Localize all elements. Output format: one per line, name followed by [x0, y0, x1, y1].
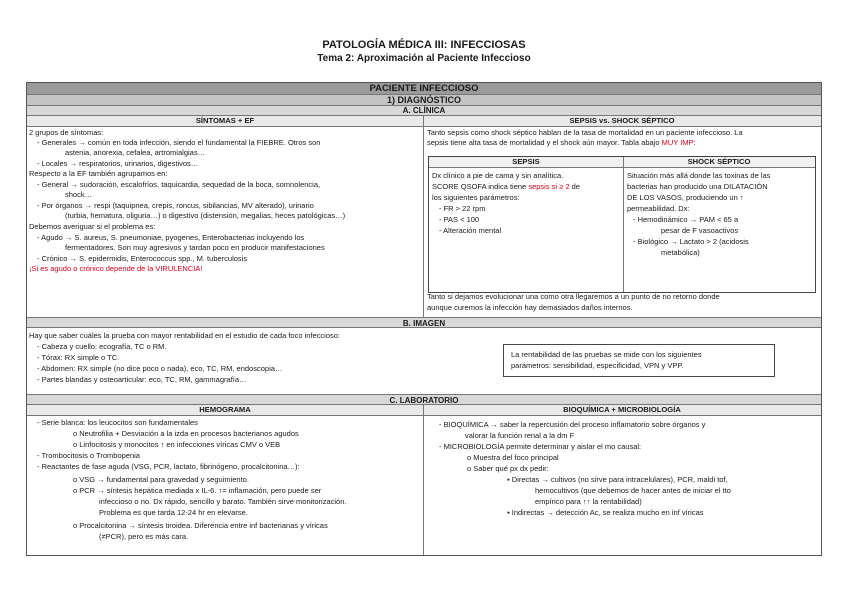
document-table	[26, 82, 822, 556]
section-clinica: A. CLÍNICA	[27, 106, 821, 116]
shock-line: - Biológico → Lactato > 2 (acidosis	[633, 237, 749, 246]
shock-line: DE LOS VASOS, produciendo un ↑	[627, 193, 744, 202]
clinica-divider	[423, 116, 424, 317]
section-laboratorio: C. LABORATORIO	[27, 394, 821, 405]
imagen-line: Hay que saber cuáles la prueba con mayor rentabilidad en el estudio de cada foco infeccioso:	[29, 331, 341, 340]
sepsis-outro-line: Tanto si dejamos evolucionar una como otra llegaremos a un punto de no retorno donde	[427, 292, 720, 301]
shock-header: SHOCK SÉPTICO	[623, 157, 815, 168]
muy-imp-label: MUY IMP	[661, 138, 694, 147]
hemograma-line: Problema es que tarda 12-24 hr en elevarse.	[99, 508, 248, 517]
hemograma-line: o Neutrofilia + Desviación a la izda en procesos bacterianos agudos	[73, 429, 299, 438]
hemograma-line: - Trombocitosis o Trombopenia	[37, 451, 140, 460]
virulencia-note: ¡Si es agudo o crónico depende de la VIRULENCIA!	[29, 264, 203, 273]
sepsis-param: - FR > 22 rpm	[439, 204, 486, 213]
sepsis-param: - Alteración mental	[439, 226, 502, 235]
column-header-bioquimica: BIOQUÍMICA + MICROBIOLOGÍA	[423, 405, 821, 416]
qsofa-text: SCORE QSOFA indica tiene	[432, 182, 527, 191]
bioquimica-line: hemocultivos (que debemos de hacer antes de iniciar el tto	[535, 486, 731, 495]
sepsis-header: SEPSIS	[429, 157, 623, 168]
sintomas-line: Debemos averiguar si el problema es:	[29, 222, 156, 231]
sepsis-line: Dx clínico a pie de cama y sin analítica.	[432, 171, 564, 180]
bioquimica-line: - BIOQUÍMICA → saber la repercusión del proceso inflamatorio sobre órganos y	[439, 420, 706, 429]
sintomas-line: 2 grupos de síntomas:	[29, 128, 104, 137]
imagen-note-line: La rentabilidad de las pruebas se mide con los siguientes	[511, 350, 702, 359]
sepsis-param: - PAS < 100	[439, 215, 480, 224]
sintomas-line: - Crónico → S. epidermidis, Enterococcus spp., M. tuberculosis	[37, 254, 248, 263]
hemograma-line: (≠PCR), pero es más cara.	[99, 532, 189, 541]
hemograma-line: - Reactantes de fase aguda (VSG, PCR, lactato, fibrinógeno, procalcitonina…):	[37, 462, 300, 471]
sintomas-line: (turbia, hematura, oliguria…) o digestivo (distensión, megalias, heces patológicas…)	[65, 211, 346, 220]
hemograma-line: o Linfocitosis y monocitos ↑ en infecciones víricas CMV o VEB	[73, 440, 281, 449]
imagen-note-line: parámetros: sensibilidad, especificidad, VPN y VPP.	[511, 361, 684, 370]
sintomas-line: - Agudo → S. aureus, S. pneumoniae, pyogenes, Enterobacterias incluyendo los	[37, 233, 305, 242]
sepsis-intro-text: sepsis tiene alta tasa de mortalidad y el shock aún mayor. Tabla abajo	[427, 138, 660, 147]
sepsis-criterion: sepsis si ≥ 2	[528, 182, 570, 191]
sepsis-line: los siguientes parámetros:	[432, 193, 520, 202]
hemograma-line: - Serie blanca: los leucocitos son fundamentales	[37, 418, 198, 427]
shock-line: pesar de F vasoactivos	[661, 226, 739, 235]
sintomas-line: - Por órganos → respi (taquipnea, crepis, roncus, sibilancias, MV alterado), urinario	[37, 201, 314, 210]
sepsis-shock-table	[428, 156, 816, 293]
sintomas-line: Respecto a la EF también agrupamos en:	[29, 169, 168, 178]
sepsis-intro-line: sepsis tiene alta tasa de mortalidad y el shock aún mayor. Tabla abajo MUY IMP:	[427, 138, 696, 147]
bioquimica-line: o Muestra del foco principal	[467, 453, 559, 462]
hemograma-line: o PCR → síntesis hepática mediada x IL-6. ↑= inflamación, pero puede ser	[73, 486, 322, 495]
sintomas-line: - Generales → común en toda infección, siendo el fundamental la FIEBRE. Otros son	[37, 138, 321, 147]
column-header-sintomas: SÍNTOMAS + EF	[27, 116, 423, 127]
shock-line: Situación más allá donde las toxinas de las	[627, 171, 771, 180]
document-title: PATOLOGÍA MÉDICA III: INFECCIOSAS	[322, 39, 526, 51]
hemograma-line: o Procalcitonina → síntesis tiroidea. Diferencia entre inf bacterianas y víricas	[73, 521, 328, 530]
bioquimica-line: o Saber qué px dx pedir:	[467, 464, 549, 473]
bioquimica-line: ▪ Directas → cultivos (no sirve para intracelulares), PCR, maldi tof,	[507, 475, 728, 484]
imagen-line: - Abdomen: RX simple (no dice poco o nada), eco, TC, RM, endoscopia…	[37, 364, 283, 373]
section-diagnostico: 1) DIAGNÓSTICO	[27, 95, 821, 106]
section-imagen: B. IMAGEN	[27, 317, 821, 328]
shock-line: metabólica)	[661, 248, 700, 257]
hemograma-line: o VSG → fundamental para gravedad y seguimiento.	[73, 475, 249, 484]
document-subtitle: Tema 2: Aproximación al Paciente Infeccioso	[317, 53, 531, 64]
column-header-sepsis-vs-shock: SEPSIS vs. SHOCK SÉPTICO	[423, 116, 821, 127]
bioquimica-line: ▪ Indirectas → detección Ac, se realiza mucho en inf víricas	[507, 508, 704, 517]
sepsis-outro-line: aunque curemos la infección hay demasiados daños internos.	[427, 303, 633, 312]
sintomas-line: shock…	[65, 190, 93, 199]
sintomas-line: fermentadores. Son muy agresivos y tardan poco en producir manifestaciones	[65, 243, 325, 252]
column-header-hemograma: HEMOGRAMA	[27, 405, 423, 416]
imagen-line: - Tórax: RX simple o TC.	[37, 353, 120, 362]
bioquimica-line: - MICROBIOLOGÍA permite determinar y aislar el mo causal:	[439, 442, 642, 451]
sintomas-line: - Locales → respiratorios, urinarios, digestivos…	[37, 159, 199, 168]
shock-line: - Hemodinámico → PAM < 65 a	[633, 215, 739, 224]
imagen-line: - Partes blandas y osteoarticular: eco, TC, RM, gammagrafía…	[37, 375, 247, 384]
hemograma-line: infeccioso o no. Dx rápido, sencillo y barato. También sirve monitorización.	[99, 497, 347, 506]
sintomas-line: astenia, anorexia, cefalea, artromialgias…	[65, 148, 206, 157]
sepsis-shock-divider	[623, 157, 624, 292]
bioquimica-line: empírico para ↑↑ la rentabilidad)	[535, 497, 642, 506]
sepsis-line	[432, 182, 580, 192]
sintomas-line: - General → sudoración, escalofríos, taquicardia, sequedad de la boca, somnolencia,	[37, 180, 321, 189]
shock-line: bacterias han producido una DILATACIÓN	[627, 182, 768, 191]
shock-line: permeabilidad. Dx:	[627, 204, 690, 213]
sepsis-de-text: de	[569, 182, 580, 191]
bioquimica-line: valorar la función renal a la dm F	[465, 431, 575, 440]
imagen-line: - Cabeza y cuello: ecografía, TC o RM.	[37, 342, 167, 351]
section-paciente-infeccioso: PACIENTE INFECCIOSO	[27, 83, 821, 95]
sepsis-intro-line: Tanto sepsis como shock séptico hablan de la tasa de mortalidad en un paciente infeccioso. La	[427, 128, 743, 137]
laboratorio-divider	[423, 405, 424, 555]
imagen-note-box	[503, 344, 775, 377]
